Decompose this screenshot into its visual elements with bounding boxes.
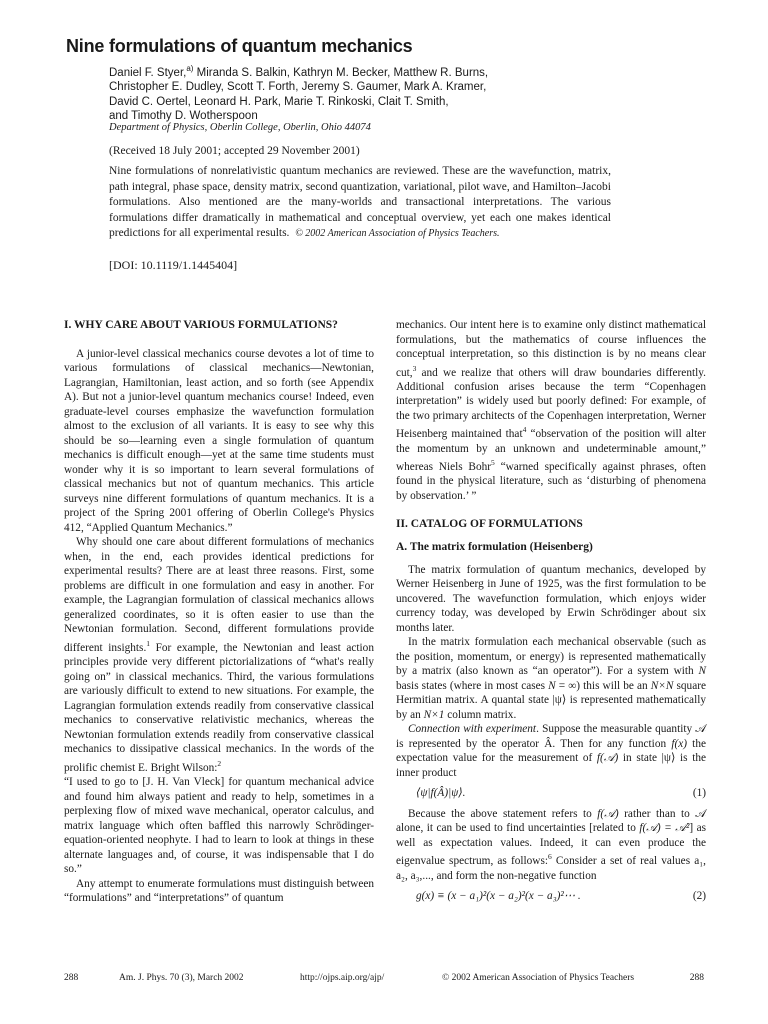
paragraph: Because the above statement refers to f(𝒜) rather than to 𝒜 alone, it can be used to find uncertainties [related to f(𝒜) = 𝒜²] as well as expectation values. Indeed, it can even produce the eigenvalue spectrum, as follows:$^6$ Consider a set of real values a₁, a₂, a₃,..., and form the non-negative function xyxy=(396,807,706,882)
reference-marker[interactable]: 3 xyxy=(412,363,417,373)
reference-marker[interactable]: 6 xyxy=(548,852,552,862)
affiliation-marker: a) xyxy=(186,64,194,73)
author-line: Daniel F. Styer, xyxy=(109,66,187,79)
paragraph: In the matrix formulation each mechanical observable (such as the position, momentum, or energy) is represented mathematically by a matrix (also known as “an operator”). For a system with N basis states (where in most cases N = ∞) this will be an N×N square Hermitian matrix. A quantal state |ψ⟩ is represented mathematically by an N×1 column matrix. xyxy=(396,636,706,721)
paragraph: The matrix formulation of quantum mechanics, developed by Werner Heisenberg in June of 1925, was the first formulation to be uncovered. The wavefunction formulation, which enjoys wider currency today, was developed by Erwin Schrödinger about six months later. xyxy=(396,563,706,634)
page-footer xyxy=(64,973,704,987)
author-line: Miranda S. Balkin, Kathryn M. Becker, Matthew R. Burns, xyxy=(193,66,489,79)
equation-body: ⟨ψ|f(Â)|ψ⟩. xyxy=(416,787,466,800)
subsection-heading: A. The matrix formulation (Heisenberg) xyxy=(396,541,593,553)
equation-1 xyxy=(396,786,706,801)
section-heading-2: II. CATALOG OF FORMULATIONS xyxy=(396,518,583,531)
doi[interactable]: [DOI: 10.1119/1.1445404] xyxy=(109,258,238,272)
reference-marker[interactable]: 5 xyxy=(491,458,495,468)
block-quote: “I used to go to [J. H. Van Vleck] for quantum mechanical advice and found him always patient and ready to help, sometimes in a perplexing flow of mixed wave mechanical, operator calculus, and matrix language which often baffled this narrowly Schrödinger-equation-oriented neophyte. I had to learn to look at things in these alternate languages and, of course, it was indispensable that I do so.” xyxy=(64,776,374,876)
paragraph: Connection with experiment. Suppose the measurable quantity 𝒜 is represented by the operator Â. Then for any function f(x) the expectation value for the measurement of f(𝒜) in state |ψ⟩ is the inner product xyxy=(396,723,706,779)
reference-marker[interactable]: 2 xyxy=(217,758,222,768)
page-number-right: 288 xyxy=(689,973,704,983)
abstract xyxy=(109,164,611,242)
paragraph: mechanics. Our intent here is to examine only distinct mathematical formulations, but the mathematics of course influences the conceptual interpretation, so this distinction is by no means clear cut,$^3$ and we realize that others will draw boundaries differently. Additional confusion arises because the term “Copenhagen interpretation” is widely used but poorly defined: For example, of the two primary architects of the Copenhagen interpretation, Werner Heisenberg maintained that$^4$ “observation of the position will alter the momentum by an unknown and undeterminable amount,” whereas Niels Bohr$^5$ “warned specifically against phrases, often found in the physical literature, such as ‘disturbing of phenomena by observation.’ ” xyxy=(396,319,706,502)
author-line: Christopher E. Dudley, Scott T. Forth, Jeremy S. Gaumer, Mark A. Kramer, xyxy=(109,81,487,94)
abstract-text: Nine formulations of nonrelativistic quantum mechanics are reviewed. These are the wavefunction, matrix, path integral, phase space, density matrix, second quantization, variational, pilot wave, and Hamilton–Jacobi formulations. Also mentioned are the many-worlds and transactional interpretations. The various formulations differ dramatically in mathematical and conceptual overview, yet each one makes identical predictions for all experimental results. xyxy=(109,165,611,240)
page-number-left: 288 xyxy=(64,973,79,983)
paragraph: Why should one care about different formulations of mechanics when, in the end, each provides identical predictions for experimental results? There are at least three reasons. First, some problems are difficult in one formulation and easy in another. For example, the Lagrangian formulation of classical mechanics allows generalized coordinates, so it is often easier to use than the Newtonian formulation. Second, different formulations provide different insights.$^1$ For example, the Newtonian and least action principles provide very different pictorializations of “what's really going on” in classical mechanics. Third, the various formulations are variously difficult to extend to new situations. For example, the Lagrangian formulation extends readily from conservative classical mechanics to conservative relativistic mechanics, whereas the Newtonian formulation extends readily from conservative classical mechanics to dissipative classical mechanics. In the words of the prolific chemist E. Bright Wilson:$^2$ xyxy=(64,536,374,774)
author-line: David C. Oertel, Leonard H. Park, Marie T. Rinkoski, Clait T. Smith, xyxy=(109,95,449,108)
paper-title: Nine formulations of quantum mechanics xyxy=(66,36,413,56)
author-list xyxy=(109,62,589,124)
journal-url[interactable]: http://ojps.aip.org/ajp/ xyxy=(300,973,385,983)
equation-2 xyxy=(396,889,706,904)
received-dates: (Received 18 July 2001; accepted 29 November 2001) xyxy=(109,145,360,157)
abstract-copyright: © 2002 American Association of Physics Teachers. xyxy=(295,228,500,240)
equation-body: g(x) ≡ (x − a₁)²(x − a₂)²(x − a₃)²⋯ . xyxy=(416,890,581,903)
paragraph: A junior-level classical mechanics course devotes a lot of time to various formulations of classical mechanics—Newtonian, Lagrangian, Hamiltonian, least action, and so forth (see Appendix A). But not a junior-level quantum mechanics course! Indeed, even graduate-level courses emphasize the wavefunction formulation almost to the exclusion of all variants. It is easy to see why this should be so—learning even a single formulation of quantum mechanics is difficult enough—yet at the same time students must wonder why it is so important to learn several formulations of classical mechanics but not of quantum mechanics. This article surveys nine different formulations of quantum mechanics. It is a project of the Spring 2001 offering of Oberlin College's Physics 412, “Applied Quantum Mechanics.” xyxy=(64,347,374,534)
author-line: and Timothy D. Wotherspoon xyxy=(109,110,258,123)
equation-number: (2) xyxy=(692,890,706,903)
right-column xyxy=(396,318,706,910)
reference-marker[interactable]: 1 xyxy=(146,638,151,648)
left-column xyxy=(64,318,374,906)
footer-copyright: © 2002 American Association of Physics Teachers xyxy=(442,973,635,983)
paragraph: Any attempt to enumerate formulations must distinguish between “formulations” and “interpretations” of quantum xyxy=(64,877,374,905)
equation-number: (1) xyxy=(692,787,706,800)
section-heading-1: I. WHY CARE ABOUT VARIOUS FORMULATIONS? xyxy=(64,319,338,331)
reference-marker[interactable]: 4 xyxy=(522,425,527,435)
journal-citation: Am. J. Phys. 70 (3), March 2002 xyxy=(119,973,244,983)
affiliation: Department of Physics, Oberlin College, Oberlin, Ohio 44074 xyxy=(109,122,371,133)
